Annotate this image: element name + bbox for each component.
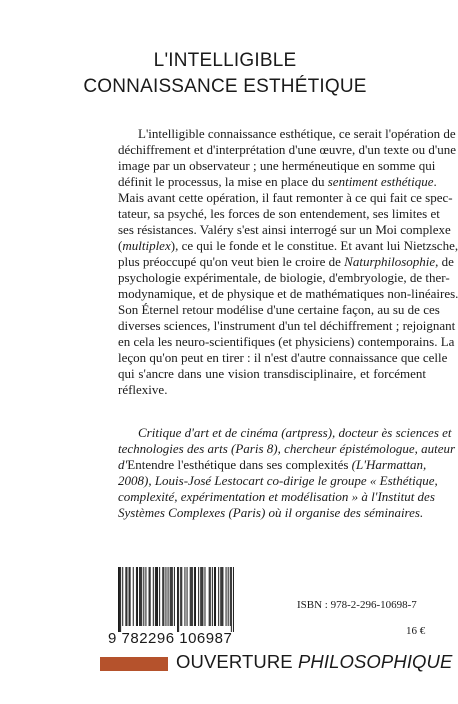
barcode-bar xyxy=(209,567,210,626)
barcode-bar xyxy=(139,567,140,626)
summary-line: psychologie expérimentale, de biologie, d'embryologie, de ther- xyxy=(118,270,450,285)
barcode-bar xyxy=(190,567,191,626)
barcode-bar xyxy=(155,567,156,626)
barcode-bar xyxy=(202,567,203,626)
barcode-bar xyxy=(136,567,137,626)
barcode-bar xyxy=(125,567,126,626)
barcode-bar xyxy=(226,567,227,626)
barcode-bar xyxy=(141,567,142,626)
summary-line xyxy=(118,174,437,190)
summary-line: ses résistances. Valéry s'est ainsi interrogé sur un Moi complexe xyxy=(118,222,451,237)
barcode-bar xyxy=(165,567,166,626)
barcode-bar xyxy=(120,567,121,632)
barcode-bar xyxy=(201,567,202,626)
bio-line: Systèmes Complexes (Paris) où il organise des séminaires. xyxy=(118,505,424,520)
barcode-bar xyxy=(163,567,164,626)
barcode-bar xyxy=(200,567,201,626)
summary-line: Son Éternel retour modélise d'une certaine façon, au su de ces xyxy=(118,302,440,317)
barcode-bar xyxy=(156,567,157,626)
summary-line xyxy=(118,238,458,254)
italic-term: sentiment esthétique xyxy=(327,174,434,189)
summary-line: en cela les neuro-scientifiques (et physiciens) contemporains. La xyxy=(118,334,455,349)
title-line-2: CONNAISSANCE ESTHÉTIQUE xyxy=(83,76,367,97)
summary-text: ( xyxy=(118,238,123,253)
bio-line: 2008), Louis-José Lestocart co-dirige le groupe « Esthétique, xyxy=(118,473,438,488)
bio-line: complexité, expérimentation et modélisation » à l'Institut des xyxy=(118,489,435,504)
barcode-bar xyxy=(204,567,205,626)
series-word-2: PHILOSOPHIQUE xyxy=(297,651,453,672)
summary-text: , ce qui le fonde et le constitue. Et avant lui Nietzsche, xyxy=(175,238,458,253)
bio-text: d' xyxy=(118,457,128,472)
barcode xyxy=(118,567,234,632)
summary-line: image par un observateur ; une herméneutique en somme qui xyxy=(118,158,436,173)
barcode-bar xyxy=(150,567,151,626)
barcode-bar xyxy=(168,567,169,626)
series-color-bar xyxy=(100,657,168,671)
barcode-bar xyxy=(218,567,219,626)
barcode-bar xyxy=(233,567,234,632)
italic-term: Naturphilosophie xyxy=(344,254,436,269)
barcode-bar xyxy=(130,567,131,626)
barcode-bar xyxy=(162,567,163,626)
barcode-bar xyxy=(170,567,171,626)
title-line-1: L'INTELLIGIBLE xyxy=(153,50,297,71)
barcode-bar xyxy=(212,567,213,626)
price: 16 € xyxy=(406,625,426,637)
barcode-bar xyxy=(171,567,172,626)
barcode-digits: 9 782296 106987 xyxy=(108,630,233,647)
barcode-bar xyxy=(177,567,178,632)
summary-line: L'intelligible connaissance esthétique, ce serait l'opération de xyxy=(138,126,456,141)
barcode-bar xyxy=(119,567,120,632)
barcode-bar xyxy=(195,567,196,626)
barcode-bar xyxy=(230,567,231,626)
barcode-bar xyxy=(126,567,127,626)
barcode-bar xyxy=(149,567,150,626)
barcode-bar xyxy=(221,567,222,626)
summary-line: réflexive. xyxy=(118,382,168,397)
barcode-bar xyxy=(231,567,232,632)
summary-text: plus préoccupé qu'on veut bien le croire de xyxy=(118,254,345,269)
bio-line: technologies des arts (Paris 8), chercheur épistémologue, auteur xyxy=(118,441,456,456)
barcode-bar xyxy=(181,567,182,626)
barcode-bar xyxy=(180,567,181,626)
summary-text: ) xyxy=(170,238,176,253)
series-name xyxy=(176,651,452,673)
bio-text: (L'Harmattan, xyxy=(348,457,427,472)
barcode-bar xyxy=(174,567,175,626)
barcode-bar xyxy=(184,567,185,626)
barcode-bar xyxy=(214,567,215,626)
barcode-bar xyxy=(140,567,141,626)
book-reference: Entendre l'esthétique dans ses complexités xyxy=(127,457,349,472)
summary-text: , de xyxy=(435,254,454,269)
series-word-1: OUVERTURE xyxy=(176,651,293,672)
barcode-bar xyxy=(178,567,179,632)
barcode-bar xyxy=(118,567,119,632)
summary-line: leçon qu'on peut en tirer : il n'est d'autre connaissance que celle xyxy=(118,350,448,365)
author-bio xyxy=(118,425,456,521)
barcode-bar xyxy=(222,567,223,626)
summary-text: . xyxy=(433,174,437,189)
barcode-bar xyxy=(145,567,146,626)
barcode-bar xyxy=(198,567,199,626)
summary-line xyxy=(118,254,454,270)
bio-line: Critique d'art et de cinéma (artpress), docteur ès sciences et xyxy=(138,425,452,440)
back-cover-summary xyxy=(118,126,458,398)
summary-text: définit le processus, la mise en place du xyxy=(118,174,328,189)
barcode-bar xyxy=(153,567,154,626)
barcode-bar xyxy=(172,567,173,626)
italic-term: multiplex xyxy=(122,238,171,253)
barcode-bar xyxy=(159,567,160,626)
summary-line: tateur, sa psyché, les forces de son entendement, ses limites et xyxy=(118,206,440,221)
barcode-bar xyxy=(192,567,193,626)
barcode-bar xyxy=(194,567,195,626)
barcode-bar xyxy=(228,567,229,626)
barcode-bar xyxy=(215,567,216,626)
barcode-bar xyxy=(122,567,123,626)
isbn: ISBN : 978-2-296-10698-7 xyxy=(297,599,417,611)
barcode-bar xyxy=(129,567,130,626)
barcode-bar xyxy=(187,567,188,626)
barcode-bar xyxy=(191,567,192,626)
summary-line: Mais avant cette opération, il faut remonter à ce qui fait ce spec- xyxy=(118,190,453,205)
book-title xyxy=(0,48,450,100)
bio-line xyxy=(118,457,426,473)
summary-line: qui s'ancre dans une vision transdisciplinaire, et forcément xyxy=(118,366,426,381)
barcode-bar xyxy=(210,567,211,626)
summary-line: diverses sciences, l'instrument d'un tel déchiffrement ; rejoignant xyxy=(118,318,456,333)
barcode-bar xyxy=(143,567,144,626)
barcode-bar xyxy=(220,567,221,626)
barcode-bar xyxy=(133,567,134,626)
barcode-bar xyxy=(137,567,138,626)
summary-line: déchiffrement et d'interprétation d'une œuvre, d'un texte ou d'une xyxy=(118,142,456,157)
summary-line: modynamique, et de physique et de mathématiques non-linéaires. xyxy=(118,286,458,301)
barcode-bar xyxy=(157,567,158,626)
